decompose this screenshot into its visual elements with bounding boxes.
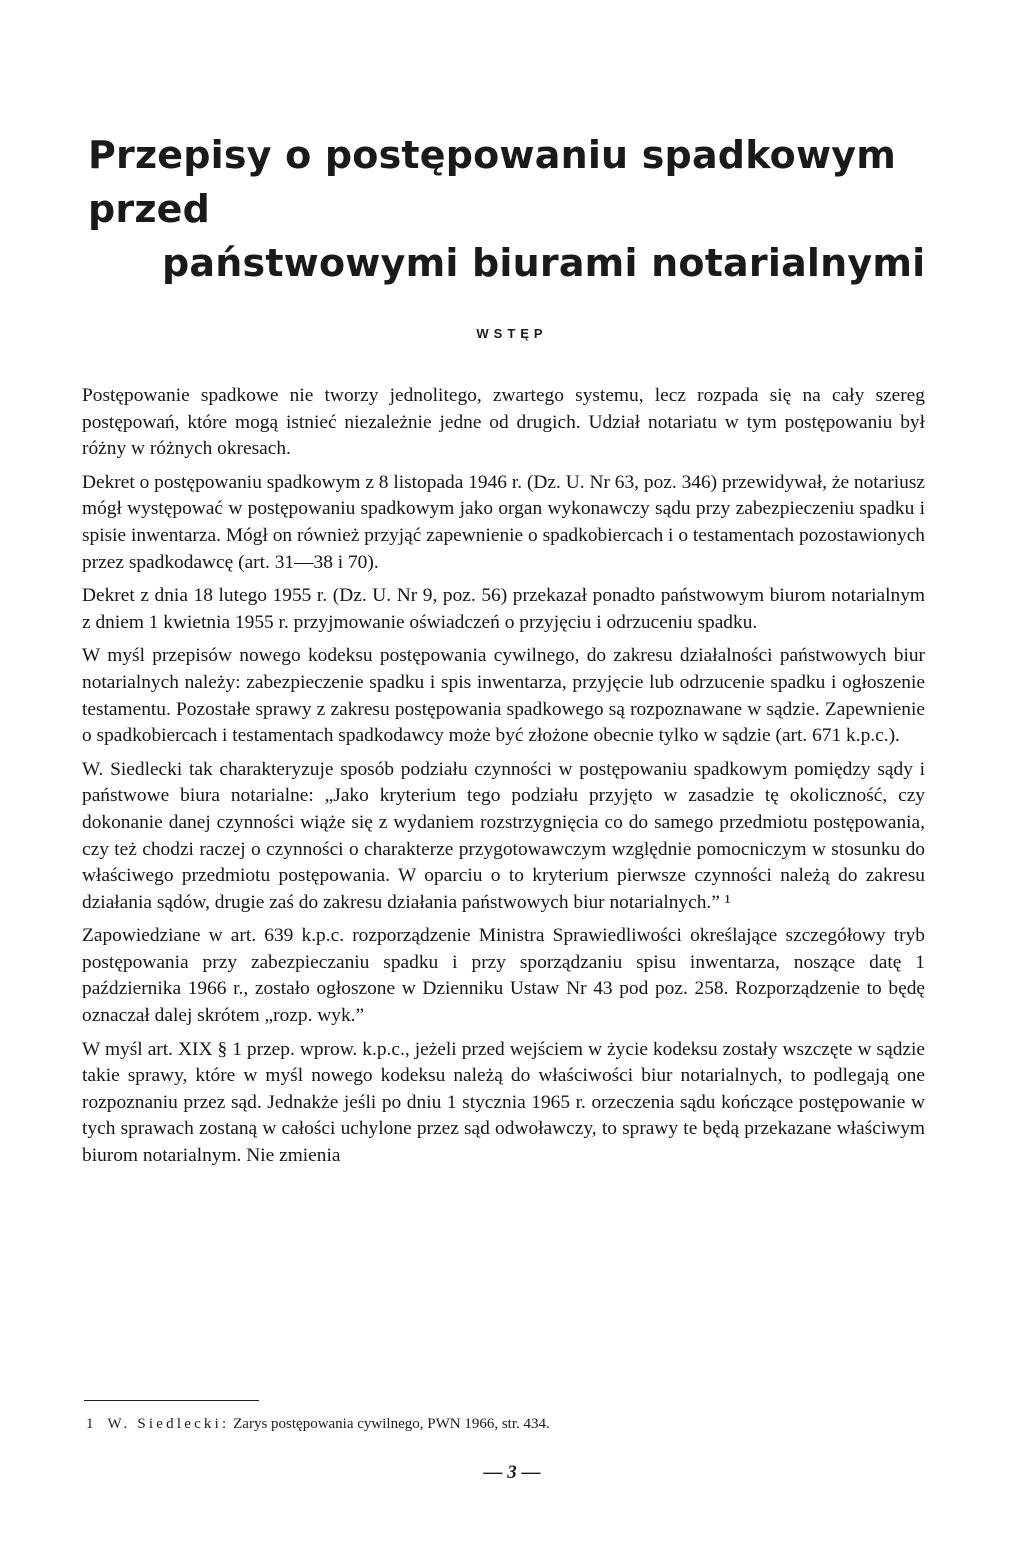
footnote-divider — [84, 1400, 259, 1401]
paragraph: W myśl art. XIX § 1 przep. wprow. k.p.c., jeżeli przed wejściem w życie kodeksu zostały wszczęte w sądzie takie sprawy, które w myśl nowego kodeksu należą do właściwości biur notarialnych, to podlegają one rozpoznaniu przez sąd. Jednakże jeśli po dniu 1 stycznia 1965 r. orzeczenia sądu kończące postępowanie w tych sprawach zostaną w całości uchylone przez sąd odwoławczy, to sprawy te będą przekazane właściwym biurom notarialnym. Nie zmienia — [82, 1038, 925, 1167]
footnote-author: W. Siedlecki: — [107, 1416, 230, 1432]
body-text — [82, 383, 925, 1170]
paragraph: Zapowiedziane w art. 639 k.p.c. rozporządzenie Ministra Sprawiedliwości określające szczegółowy tryb postępowania przy zabezpieczaniu spadku i przy sporządzaniu spisu inwentarza, noszące datę 1 października 1966 r., zostało ogłoszone w Dzienniku Ustaw Nr 43 pod poz. 258. Rozporządzenie to będę oznaczał dalej skrótem „rozp. wyk.” — [82, 925, 925, 1027]
footnote — [86, 1414, 926, 1434]
paragraph: Dekret z dnia 18 lutego 1955 r. (Dz. U. Nr 9, poz. 56) przekazał ponadto państwowym biurom notarialnym z dniem 1 kwietnia 1955 r. przyjmowanie oświadczeń o przyjęciu i odrzuceniu spadku. — [82, 585, 925, 633]
paragraph: Dekret o postępowaniu spadkowym z 8 listopada 1946 r. (Dz. U. Nr 63, poz. 346) przewidywał, że notariusz mógł występować w postępowaniu spadkowym jako organ wykonawczy sądu przy zabezpieczeniu spadku i spisie inwentarza. Mógł on również przyjąć zapewnienie o spadkobiercach i o testamentach pozostawionych przez spadkodawcę (art. 31—38 i 70). — [82, 471, 925, 573]
title-line-1: Przepisy o postępowaniu spadkowym przed — [88, 133, 897, 231]
paragraph: W. Siedlecki tak charakteryzuje sposób podziału czynności w postępowaniu spadkowym pomiędzy sądy i państwowe biura notarialne: „Jako kryterium tego podziału przyjęto w zasadzie tę okoliczność, czy dokonanie danej czynności wiąże się z wydaniem rozstrzygnięcia co do samego przedmiotu postępowania, czy też chodzi raczej o czynności o charakterze przygotowawczym względnie pomocniczym w stosunku do właściwego przedmiotu postępowania. W oparciu o to kryterium pierwsze czynności należą do zakresu działania sądów, drugie zaś do zakresu działania państwowych biur notarialnych.” ¹ — [82, 758, 925, 913]
footnote-number: 1 — [86, 1416, 94, 1432]
title-line-2: państwowymi biurami notarialnymi — [162, 241, 926, 285]
document-title — [88, 128, 948, 290]
paragraph: Postępowanie spadkowe nie tworzy jednolitego, zwartego systemu, lecz rozpada się na cały szereg postępowań, które mogą istnieć niezależnie jedne od drugich. Udział notariatu w tym postępowaniu był różny w różnych okresach. — [82, 385, 925, 460]
footnote-text: Zarys postępowania cywilnego, PWN 1966, str. 434. — [233, 1416, 550, 1432]
section-heading: WSTĘP — [476, 326, 548, 341]
paragraph: W myśl przepisów nowego kodeksu postępowania cywilnego, do zakresu działalności państwowych biur notarialnych należy: zabezpieczenie spadku i spis inwentarza, przyjęcie lub odrzucenie spadku i ogłoszenie testamentu. Pozostałe sprawy z zakresu postępowania spadkowego są rozpoznawane w sądzie. Zapewnienie o spadkobiercach i testamentach spadkodawcy może być złożone obecnie tylko w sądzie (art. 671 k.p.c.). — [82, 645, 925, 747]
page-number: — 3 — — [483, 1462, 541, 1483]
